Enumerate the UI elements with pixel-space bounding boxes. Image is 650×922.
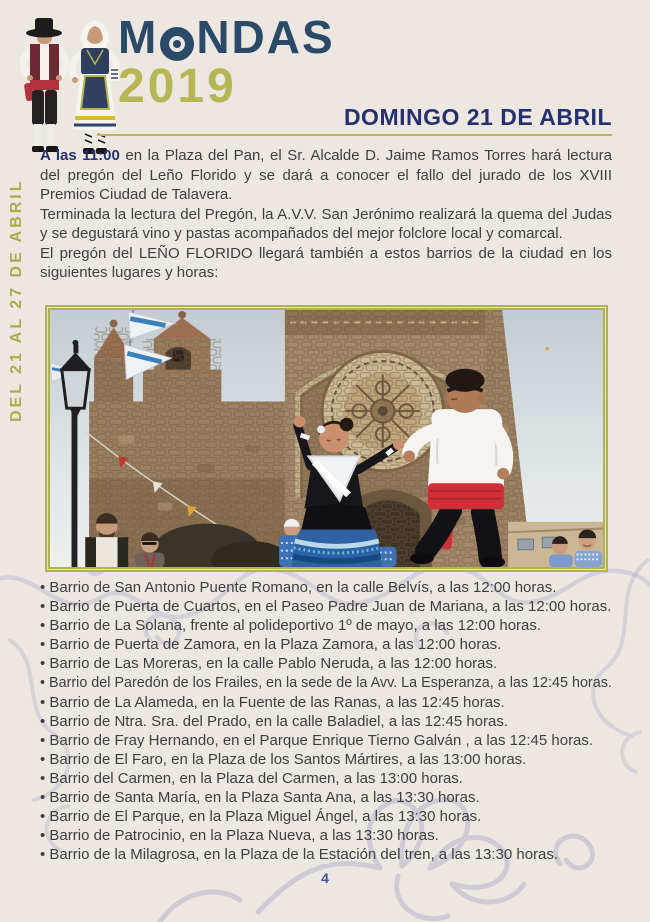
content <box>40 146 612 283</box>
list-item: • Barrio del Paredón de los Frailes, en la sede de la Avv. La Esperanza, a las 12:45 horas. <box>40 673 587 692</box>
list-item: • Barrio de El Faro, en la Plaza de los Santos Mártires, a las 13:00 horas. <box>40 750 612 769</box>
list-item: • Barrio de El Parque, en la Plaza Miguel Ángel, a las 13:30 horas. <box>40 807 612 826</box>
building-right <box>508 522 603 567</box>
paragraph-pregon <box>40 146 612 205</box>
paragraph-judas: Terminada la lectura del Pregón, la A.V.V. San Jerónimo realizará la quema del Judas y se degustará vino y pastas acompañados del mejor folclore local y comarcal. <box>40 205 612 242</box>
list-item: • Barrio de Ntra. Sra. del Prado, en la calle Baladiel, a las 12:45 horas. <box>40 712 612 731</box>
festival-photo <box>45 305 608 572</box>
list-item: • Barrio de Fray Hernando, en el Parque Enrique Tierno Galván , a las 12:45 horas. <box>40 731 612 750</box>
list-item: • Barrio de San Antonio Puente Romano, en la calle Belvís, a las 12:00 horas. <box>40 578 612 597</box>
man-figure <box>23 18 66 152</box>
festival-photo-illustration <box>50 310 603 567</box>
list-item: • Barrio de la Milagrosa, en la Plaza de la Estación del tren, a las 13:30 horas. <box>40 845 612 864</box>
logo <box>118 11 335 113</box>
paragraph-pregon-text: en la Plaza del Pan, el Sr. Alcalde D. Jaime Ramos Torres hará lectura del pregón del Leño Florido y se dará a conocer el fallo del jurado de los XVIII Premios Ciudad de Talavera. <box>40 147 612 203</box>
brand-title-pre: M <box>118 11 159 63</box>
brand-year: 2019 <box>118 60 237 113</box>
list-item: • Barrio del Carmen, en la Plaza del Carmen, a las 13:00 horas. <box>40 769 612 788</box>
list-item: • Barrio de Puerta de Zamora, en la Plaza Zamora, a las 12:00 horas. <box>40 635 612 654</box>
brand-title-post: NDAS <box>196 11 335 63</box>
list-item: • Barrio de La Alameda, en la Fuente de las Ranas, a las 12:45 horas. <box>40 693 612 712</box>
heading-underline <box>97 134 612 136</box>
logo-o-glyph <box>160 27 194 61</box>
brand-title <box>118 11 335 63</box>
folk-couple-illustration <box>16 12 122 164</box>
barrios-list <box>40 578 612 864</box>
date-range-vertical-label: DEL 21 AL 27 DE ABRIL <box>8 178 25 422</box>
list-item: • Barrio de La Solana, frente al polideportivo 1º de mayo, a las 12:00 horas. <box>40 616 612 635</box>
page-number: 4 <box>321 870 329 886</box>
paragraph-barrios-intro: El pregón del LEÑO FLORIDO llegará también a estos barrios de la ciudad en los siguientes lugares y horas: <box>40 244 612 281</box>
list-item: • Barrio de Las Moreras, en la calle Pablo Neruda, a las 12:00 horas. <box>40 654 612 673</box>
list-item: • Barrio de Patrocinio, en la Plaza Nueva, a las 13:30 horas. <box>40 826 612 845</box>
list-item: • Barrio de Puerta de Cuartos, en el Paseo Padre Juan de Mariana, a las 12:00 horas. <box>40 597 612 616</box>
page-title: DOMINGO 21 DE ABRIL <box>343 104 612 130</box>
list-item: • Barrio de Santa María, en la Plaza Santa Ana, a las 13:30 horas. <box>40 788 612 807</box>
time-lead: A las 11:00 <box>40 147 120 164</box>
